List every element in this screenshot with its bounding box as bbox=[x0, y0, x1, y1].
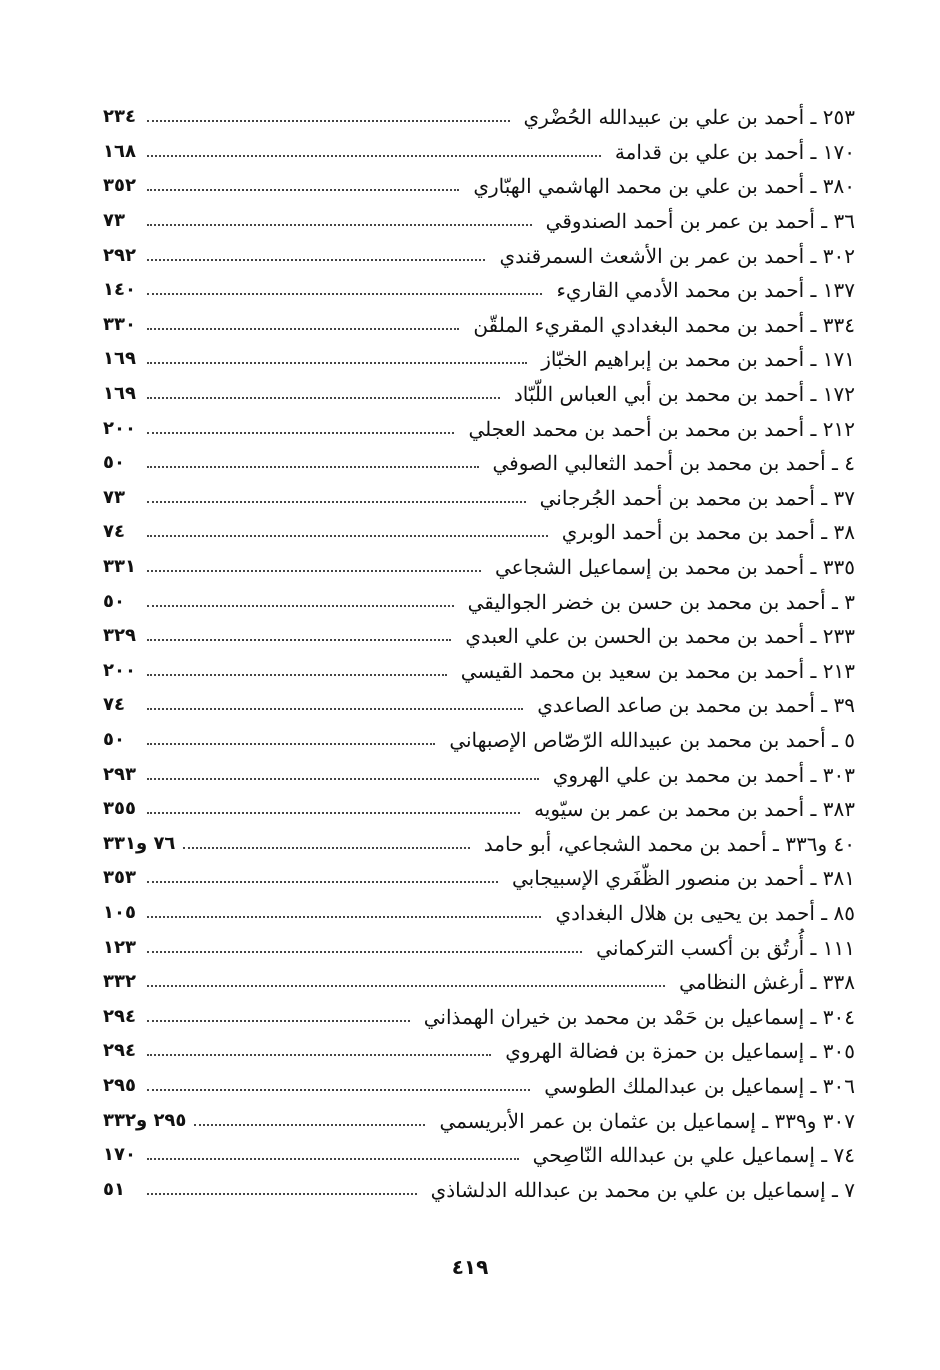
dot-leader bbox=[147, 778, 539, 780]
dot-leader bbox=[194, 1124, 425, 1126]
dot-leader bbox=[147, 708, 523, 710]
entry-page-ref: ٣٣١ bbox=[103, 556, 136, 578]
dot-leader bbox=[147, 155, 601, 157]
index-entry bbox=[103, 619, 855, 654]
entry-name: ٣٠٣ ـ أحمد بن محمد بن علي الهروي bbox=[552, 762, 855, 787]
entry-page-ref: ٧٦ و٣٣١ bbox=[103, 832, 176, 854]
dot-leader bbox=[147, 293, 542, 295]
entry-name: ٣٣٥ ـ أحمد بن محمد بن إسماعيل الشجاعي bbox=[494, 555, 855, 580]
entry-page-ref: ٣٣٢ bbox=[103, 971, 136, 993]
entry-name: ٣ ـ أحمد بن محمد بن حسن بن خضر الجواليقي bbox=[467, 589, 855, 614]
index-entry bbox=[103, 999, 855, 1034]
entry-name: ٣٠٦ ـ إسماعيل بن عبدالملك الطوسي bbox=[544, 1073, 855, 1098]
dot-leader bbox=[147, 224, 532, 226]
index-entry bbox=[103, 965, 855, 1000]
index-entry bbox=[103, 377, 855, 412]
entry-page-ref: ٢٣٤ bbox=[103, 106, 136, 128]
entry-page-ref: ٥٠ bbox=[103, 452, 125, 474]
dot-leader bbox=[147, 985, 665, 987]
entry-name: ٣٨٠ ـ أحمد بن علي بن محمد الهاشمي الهبّاري bbox=[473, 174, 855, 199]
entry-name: ٣٠٢ ـ أحمد بن عمر بن الأشعث السمرقندي bbox=[499, 243, 855, 268]
index-entry bbox=[103, 446, 855, 481]
index-entry bbox=[103, 273, 855, 308]
dot-leader bbox=[147, 1089, 530, 1091]
dot-leader bbox=[147, 1158, 519, 1160]
dot-leader bbox=[147, 881, 498, 883]
entry-page-ref: ٢٩٥ و٣٣٢ bbox=[103, 1109, 187, 1131]
dot-leader bbox=[147, 570, 481, 572]
index-entry bbox=[103, 688, 855, 723]
entry-page-ref: ٣٥٣ bbox=[103, 867, 136, 889]
entry-page-ref: ٧٤ bbox=[103, 521, 125, 543]
entry-name: ٣٧ ـ أحمد بن محمد بن أحمد الجُرجاني bbox=[539, 485, 855, 510]
entry-name: ٨٥ ـ أحمد بن يحيى بن هلال البغدادي bbox=[555, 900, 855, 925]
dot-leader bbox=[147, 812, 520, 814]
entry-page-ref: ٥٠ bbox=[103, 590, 125, 612]
entry-name: ١٧١ ـ أحمد بن محمد بن إبراهيم الخبّاز bbox=[541, 347, 855, 372]
index-entry bbox=[103, 1103, 855, 1138]
entry-name: ٢١٢ ـ أحمد بن محمد بن أحمد بن محمد العجلي bbox=[468, 416, 855, 441]
entry-name: ٤٠ و٣٣٦ ـ أحمد بن محمد الشجاعي، أبو حامد bbox=[483, 831, 855, 856]
dot-leader bbox=[147, 362, 527, 364]
dot-leader bbox=[147, 743, 435, 745]
entry-page-ref: ١٠٥ bbox=[103, 901, 136, 923]
entry-name: ٣٠٤ ـ إسماعيل بن حَمْد بن محمد بن خيران الهمذاني bbox=[423, 1004, 855, 1029]
dot-leader bbox=[147, 1020, 410, 1022]
entry-name: ٣٣٨ ـ أرغش النظامي bbox=[679, 970, 855, 995]
index-entry bbox=[103, 1034, 855, 1069]
index-entry bbox=[103, 1172, 855, 1207]
index-entry bbox=[103, 411, 855, 446]
entry-name: ١٧٠ ـ أحمد بن علي بن قدامة bbox=[614, 139, 855, 164]
page-number: ٤١٩ bbox=[451, 1255, 489, 1279]
entry-page-ref: ٢٩٢ bbox=[103, 244, 136, 266]
entry-page-ref: ٣٥٢ bbox=[103, 175, 136, 197]
entry-page-ref: ٧٤ bbox=[103, 694, 125, 716]
dot-leader bbox=[147, 120, 510, 122]
entry-name: ٢٣٣ ـ أحمد بن محمد بن الحسن بن علي العبدي bbox=[465, 624, 855, 649]
entry-name: ٣٠٥ ـ إسماعيل بن حمزة بن فضالة الهروي bbox=[505, 1039, 855, 1064]
entry-name: ١٣٧ ـ أحمد بن محمد الأدمي القاريء bbox=[556, 278, 855, 303]
index-entry bbox=[103, 238, 855, 273]
entry-page-ref: ٢٩٤ bbox=[103, 1040, 136, 1062]
entry-page-ref: ٢٠٠ bbox=[103, 417, 136, 439]
index-entry bbox=[103, 930, 855, 965]
index-entry bbox=[103, 100, 855, 135]
entry-name: ١١١ ـ أُرتُق بن أكسب التركماني bbox=[596, 935, 855, 960]
entry-name: ٢٥٣ ـ أحمد بن علي بن عبيدالله الحُضْري bbox=[523, 105, 855, 130]
entry-page-ref: ٢٩٣ bbox=[103, 763, 136, 785]
dot-leader bbox=[147, 674, 447, 676]
index-entry bbox=[103, 792, 855, 827]
index-entry bbox=[103, 757, 855, 792]
entry-page-ref: ١٤٠ bbox=[103, 279, 136, 301]
entry-name: ٣٨ ـ أحمد بن محمد بن أحمد الوبري bbox=[561, 520, 855, 545]
dot-leader bbox=[147, 397, 500, 399]
entry-page-ref: ٥٠ bbox=[103, 728, 125, 750]
entry-page-ref: ٧٣ bbox=[103, 486, 125, 508]
index-entry bbox=[103, 826, 855, 861]
dot-leader bbox=[147, 605, 454, 607]
entry-page-ref: ٣٣٠ bbox=[103, 313, 136, 335]
entry-page-ref: ٥١ bbox=[103, 1178, 125, 1200]
index-entry bbox=[103, 135, 855, 170]
entry-page-ref: ١٢٣ bbox=[103, 936, 136, 958]
index-entry bbox=[103, 169, 855, 204]
index-entry bbox=[103, 654, 855, 689]
entry-page-ref: ٢٩٤ bbox=[103, 1005, 136, 1027]
index-list bbox=[103, 100, 855, 1207]
dot-leader bbox=[147, 501, 526, 503]
entry-name: ٣٦ ـ أحمد بن عمر بن أحمد الصندوقي bbox=[545, 209, 855, 234]
dot-leader bbox=[147, 639, 451, 641]
dot-leader bbox=[147, 535, 548, 537]
entry-page-ref: ١٦٩ bbox=[103, 383, 136, 405]
entry-name: ٢١٣ ـ أحمد بن محمد بن سعيد بن محمد القيسي bbox=[460, 658, 855, 683]
entry-name: ٣٠٧ و٣٣٩ ـ إسماعيل بن عثمان بن عمر الأبريسمي bbox=[439, 1108, 855, 1133]
index-entry bbox=[103, 1138, 855, 1173]
entry-page-ref: ١٦٨ bbox=[103, 140, 136, 162]
dot-leader bbox=[147, 328, 459, 330]
dot-leader bbox=[147, 259, 485, 261]
entry-name: ٣٣٤ ـ أحمد بن محمد البغدادي المقريء الملقّن bbox=[473, 312, 855, 337]
index-entry bbox=[103, 308, 855, 343]
index-entry bbox=[103, 515, 855, 550]
entry-page-ref: ٣٥٥ bbox=[103, 798, 136, 820]
index-entry bbox=[103, 584, 855, 619]
dot-leader bbox=[147, 432, 454, 434]
dot-leader bbox=[183, 847, 469, 849]
entry-name: ٣٨٣ ـ أحمد بن محمد بن عمر بن سيّويه bbox=[534, 797, 855, 822]
index-entry bbox=[103, 550, 855, 585]
entry-name: ٤ ـ أحمد بن محمد بن أحمد الثعالبي الصوفي bbox=[492, 451, 855, 476]
dot-leader bbox=[147, 916, 541, 918]
entry-name: ٣٩ ـ أحمد بن محمد بن صاعد الصاعدي bbox=[537, 693, 855, 718]
dot-leader bbox=[147, 1193, 417, 1195]
entry-page-ref: ٢٩٥ bbox=[103, 1074, 136, 1096]
entry-name: ٣٨١ ـ أحمد بن منصور الظّفَري الإسبيجابي bbox=[512, 866, 855, 891]
entry-name: ٧ ـ إسماعيل بن علي بن محمد بن عبدالله الدلشاذي bbox=[430, 1177, 855, 1202]
index-entry bbox=[103, 481, 855, 516]
dot-leader bbox=[147, 466, 479, 468]
index-entry bbox=[103, 342, 855, 377]
entry-name: ٧٤ ـ إسماعيل علي بن عبدالله النّاصِحي bbox=[532, 1143, 855, 1168]
entry-page-ref: ٧٣ bbox=[103, 210, 125, 232]
entry-page-ref: ٣٢٩ bbox=[103, 625, 136, 647]
index-entry bbox=[103, 1069, 855, 1104]
index-entry bbox=[103, 896, 855, 931]
entry-name: ٥ ـ أحمد بن محمد بن عبيدالله الرّصّاص الإصبهاني bbox=[449, 727, 855, 752]
entry-page-ref: ١٦٩ bbox=[103, 348, 136, 370]
index-entry bbox=[103, 861, 855, 896]
dot-leader bbox=[147, 189, 459, 191]
index-entry bbox=[103, 723, 855, 758]
entry-page-ref: ٢٠٠ bbox=[103, 659, 136, 681]
entry-name: ١٧٢ ـ أحمد بن محمد بن أبي العباس اللّبّاد bbox=[513, 382, 855, 407]
dot-leader bbox=[147, 951, 582, 953]
dot-leader bbox=[147, 1054, 491, 1056]
index-entry bbox=[103, 204, 855, 239]
entry-page-ref: ١٧٠ bbox=[103, 1144, 136, 1166]
